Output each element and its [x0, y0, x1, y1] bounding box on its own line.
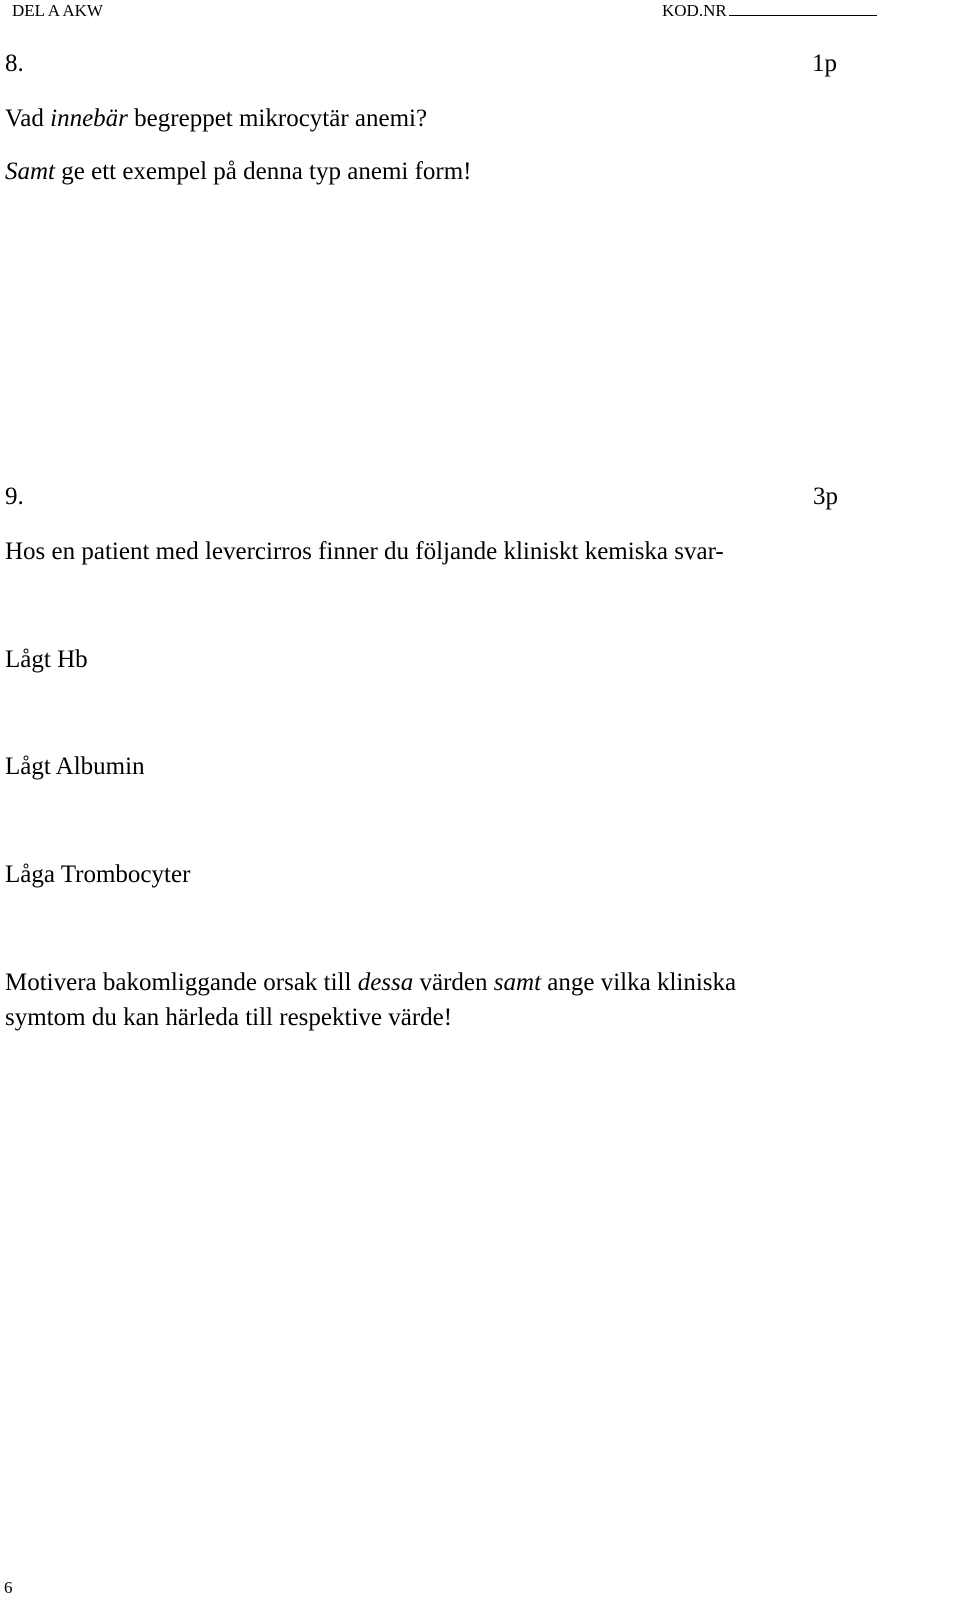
q8-line1-a: Vad: [5, 105, 51, 132]
finding-low-hb: Lågt Hb: [5, 646, 88, 673]
q8-line2-emphasis: Samt: [5, 158, 55, 185]
kod-nr-field: [729, 1, 877, 16]
q9-motivate-emphasis-dessa: dessa: [357, 969, 414, 996]
kod-nr-label: KOD.NR: [662, 1, 727, 20]
q9-intro: Hos en patient med levercirros finner du följande kliniskt kemiska svar-: [5, 538, 724, 565]
q8-line1: [5, 104, 427, 134]
header-left: DEL A AKW: [12, 1, 103, 20]
q8-line2-b: ge ett exempel på denna typ anemi form!: [55, 158, 472, 185]
page-number: 6: [4, 1578, 13, 1597]
q8-number: 8.: [5, 50, 24, 77]
q8-line2: [5, 157, 472, 187]
finding-low-albumin: Lågt Albumin: [5, 753, 145, 780]
q9-motivate-line2: symtom du kan härleda till respektive värde!: [5, 1004, 453, 1031]
q9-points: 3p: [813, 483, 838, 510]
q9-motivate-c: värden: [413, 969, 494, 996]
q8-line1-emphasis: innebär: [50, 105, 128, 132]
q9-motivate-a: Motivera bakomliggande orsak till: [5, 969, 358, 996]
header-right: [662, 1, 877, 21]
q8-points: 1p: [812, 50, 837, 77]
q9-number: 9.: [5, 483, 24, 510]
q9-motivate-line1: [5, 968, 736, 998]
finding-low-platelets: Låga Trombocyter: [5, 861, 191, 888]
q9-motivate-e: ange vilka kliniska: [541, 969, 737, 996]
q8-line1-c: begreppet mikrocytär anemi?: [127, 105, 428, 132]
q9-motivate-emphasis-samt: samt: [493, 969, 542, 996]
